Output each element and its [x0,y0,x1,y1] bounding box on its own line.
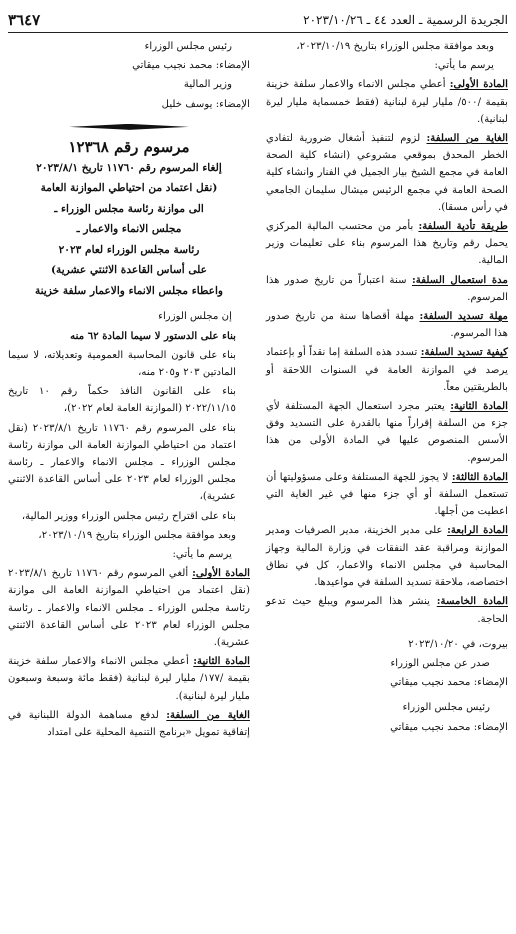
council-intro: إن مجلس الوزراء [158,311,232,323]
left-article-2-text: أعطي مجلس الانماء والاعمار سلفة خزينة بقيمة /١٧٧/ مليار ليرة لبنانية (فقط مائة وسبعة وسبعون مليار ليرة لبنانية). [8,656,251,702]
left-article-2-label: المادة الثانية: [193,655,251,668]
basis-constitution: بناء على الدستور لا سيما المادة ٦٢ منه [70,329,236,342]
basis-decree: بناء على المرسوم رقم ١١٧٦٠ تاريخ ٢٠٢٣/٨/١ (نقل اعتماد من احتياطي الموازنة العامة الى موازنة رئاسة مجلس الوزراء ـ مجلس الانماء والاعمار ـ رئاسة مجلس الوزراء لعام ٢٠٢٣ على أساس القاعدة الاثنتي عشرية)، [8,422,237,503]
article-1-label: المادة الأولى: [449,78,508,91]
finance-minister-title: وزير المالية [183,79,232,91]
article-4 [266,522,508,591]
advance-repay [266,308,508,342]
finance-minister-signature: الإمضاء: يوسف خليل [161,98,250,110]
approval-date-left: وبعد موافقة مجلس الوزراء بتاريخ ٢٠٢٣/١٠/١٩، [38,529,236,541]
decree-number: مرسوم رقم ١٢٣٦٨ [68,137,190,156]
decree-subtitle-line: الى موازنة رئاسة مجلس الوزراء ـ [54,202,204,215]
decree-line-left: يرسم ما يأتي: [172,548,232,560]
left-article-1-label: المادة الأولى: [192,567,250,580]
signature-2: الإمضاء: محمد نجيب ميقاتي [390,721,508,733]
left-article-2 [8,653,250,705]
pm-title: رئيس مجلس الوزراء [402,702,490,714]
article-5-text: ينشر هذا المرسوم ويبلغ حيث تدعو الحاجة. [266,596,508,625]
article-5 [266,593,508,627]
basis-budget-law: بناء على القانون النافذ حكماً رقم ١٠ تاريخ ٢٠٢٢/١١/١٥ (الموازنة العامة لعام ٢٠٢٢)، [8,386,236,415]
advance-repay-label: مهلة تسديد السلفة: [419,310,508,323]
decree-subtitle-line: إلغاء المرسوم رقم ١١٧٦٠ تاريخ ٢٠٢٣/٨/١ [36,161,222,174]
article-2-text: يعتبر مجرد استعمال الجهة المستلفة لأي جزء من السلفة إقراراً منها بالقدرة على التسديد وفق الأسس المنصوص عليها في المادة الأولى من هذا المرسوم. [266,401,508,464]
advance-how-text: تسدد هذه السلفة إما نقداً أو بإعتماد يرصد في الموازنة العامة في السنوات اللاحقة أو بالطريقتين معاً. [266,347,508,393]
article-4-text: على مدير الخزينة، مدير الصرفيات ومدير الموازنة ومراقبة عقد النفقات في وزارة المالية وجهاز المحاسبة في مجلس الانماء والاعمار، كل في نطاق اختصاصه، ملاحقة تسديد السلفة في مواعيدها. [266,525,508,589]
page-header [8,8,508,33]
section-divider [69,123,189,131]
article-5-label: المادة الخامسة: [436,595,508,608]
article-3-label: المادة الثالثة: [451,470,508,483]
article-4-label: المادة الرابعة: [447,524,508,537]
advance-repay-text: مهلة أقصاها سنة من تاريخ صدور هذا المرسوم. [266,311,508,340]
article-2 [266,398,508,467]
article-3 [266,469,508,521]
basis-proposal: بناء على اقتراح رئيس مجلس الوزراء ووزير المالية، [21,510,236,522]
advance-usage [266,272,508,306]
pm-title-left: رئيس مجلس الوزراء [144,41,232,52]
article-1 [266,76,508,128]
pm-signature-left: الإمضاء: محمد نجيب ميقاتي [132,60,250,72]
left-article-1-text: ألغي المرسوم رقم ١١٧٦٠ تاريخ ٢٠٢٣/٨/١ (نقل اعتماد من احتياطي الموازنة العامة الى موازنة رئاسة مجلس الوزراء ـ مجلس الانماء والاعمار ـ رئاسة مجلس الوزراء لعام ٢٠٢٣ على أساس القاعدة الاثنتي عشرية). [8,568,251,648]
issue-info [303,13,508,27]
decree-subtitle-line: على أساس القاعدة الاثنتي عشرية) [51,264,207,277]
decree-subtitle-line: واعطاء مجلس الانماء والاعمار سلفة خزينة [34,284,224,297]
left-article-1 [8,565,250,651]
article-3-text: لا يجوز للجهة المستلفة وعلى مسؤوليتها أن تستعمل السلفة أو أي جزء منها في غير الغاية التي اعطيت من أجلها. [266,471,508,518]
left-advance-purpose [8,707,250,741]
advance-purpose [266,130,508,216]
advance-how-label: كيفية تسديد السلفة: [420,346,508,359]
advance-purpose-label: الغاية من السلفة: [426,132,508,145]
decree-line: يرسم ما يأتي: [434,60,494,72]
advance-payment-label: طريقة تأدية السلفة: [418,220,508,233]
issued-by: صدر عن مجلس الوزراء [390,657,490,669]
place-date: بيروت، في ٢٠٢٣/١٠/٢٠ [408,638,508,650]
signature-1: الإمضاء: محمد نجيب ميقاتي [390,677,508,689]
approval-date: وبعد موافقة مجلس الوزراء بتاريخ ٢٠٢٣/١٠/١٩، [296,41,494,52]
advance-payment [266,218,508,270]
right-column [266,38,508,738]
advance-payment-text: بأمر من محتسب المالية المركزي يحمل رقم وتاريخ هذا المرسوم بناء على تعليمات وزير المالية. [266,221,508,267]
left-advance-purpose-label: الغاية من السلفة: [166,708,250,721]
left-column [8,38,250,743]
article-2-label: المادة الثانية: [450,400,508,413]
issue-text: الجريدة الرسمية ـ العدد ٤٤ ـ ٢٠٢٣/١٠/٢٦ [303,13,508,27]
decree-subtitle-line: مجلس الانماء والاعمار ـ [76,223,182,236]
decree-subtitle-line: رئاسة مجلس الوزراء لعام ٢٠٢٣ [58,243,200,256]
decree-subtitle-line: (نقل اعتماد من احتياطي الموازنة العامة [40,182,218,195]
article-1-text: أعطي مجلس الانماء والاعمار سلفة خزينة بقيمة /٥٠٠/ مليار ليرة لبنانية (فقط خمسماية مليار ليرة لبنانية). [266,79,508,125]
basis-accounting-law: بناء على قانون المحاسبة العمومية وتعديلاته، لا سيما المادتين ٢٠٣ و٢٠٥ منه، [8,349,236,378]
advance-purpose-text: لزوم لتنفيذ أشغال ضرورية لتفادي الخطر المحدق بموقعي مشروعي (انشاء كلية الصحة العامة في مجمع الشيخ بيار الجميل في الفنار وانشاء كلية الصحة العامة في مجمع الرئيس ميشال سليمان الجامعي في رأس مسقا). [266,133,508,213]
advance-how [266,344,508,396]
advance-usage-text: سنة اعتباراً من تاريخ صدور هذا المرسوم. [266,274,508,303]
page-number: ٣٦٤٧ [8,11,41,29]
left-advance-purpose-text: لدفع مساهمة الدولة اللبنانية في إتفاقية تمويل «برنامج التنمية المحلية على امتداد [8,709,250,738]
advance-usage-label: مدة استعمال السلفة: [412,273,508,286]
